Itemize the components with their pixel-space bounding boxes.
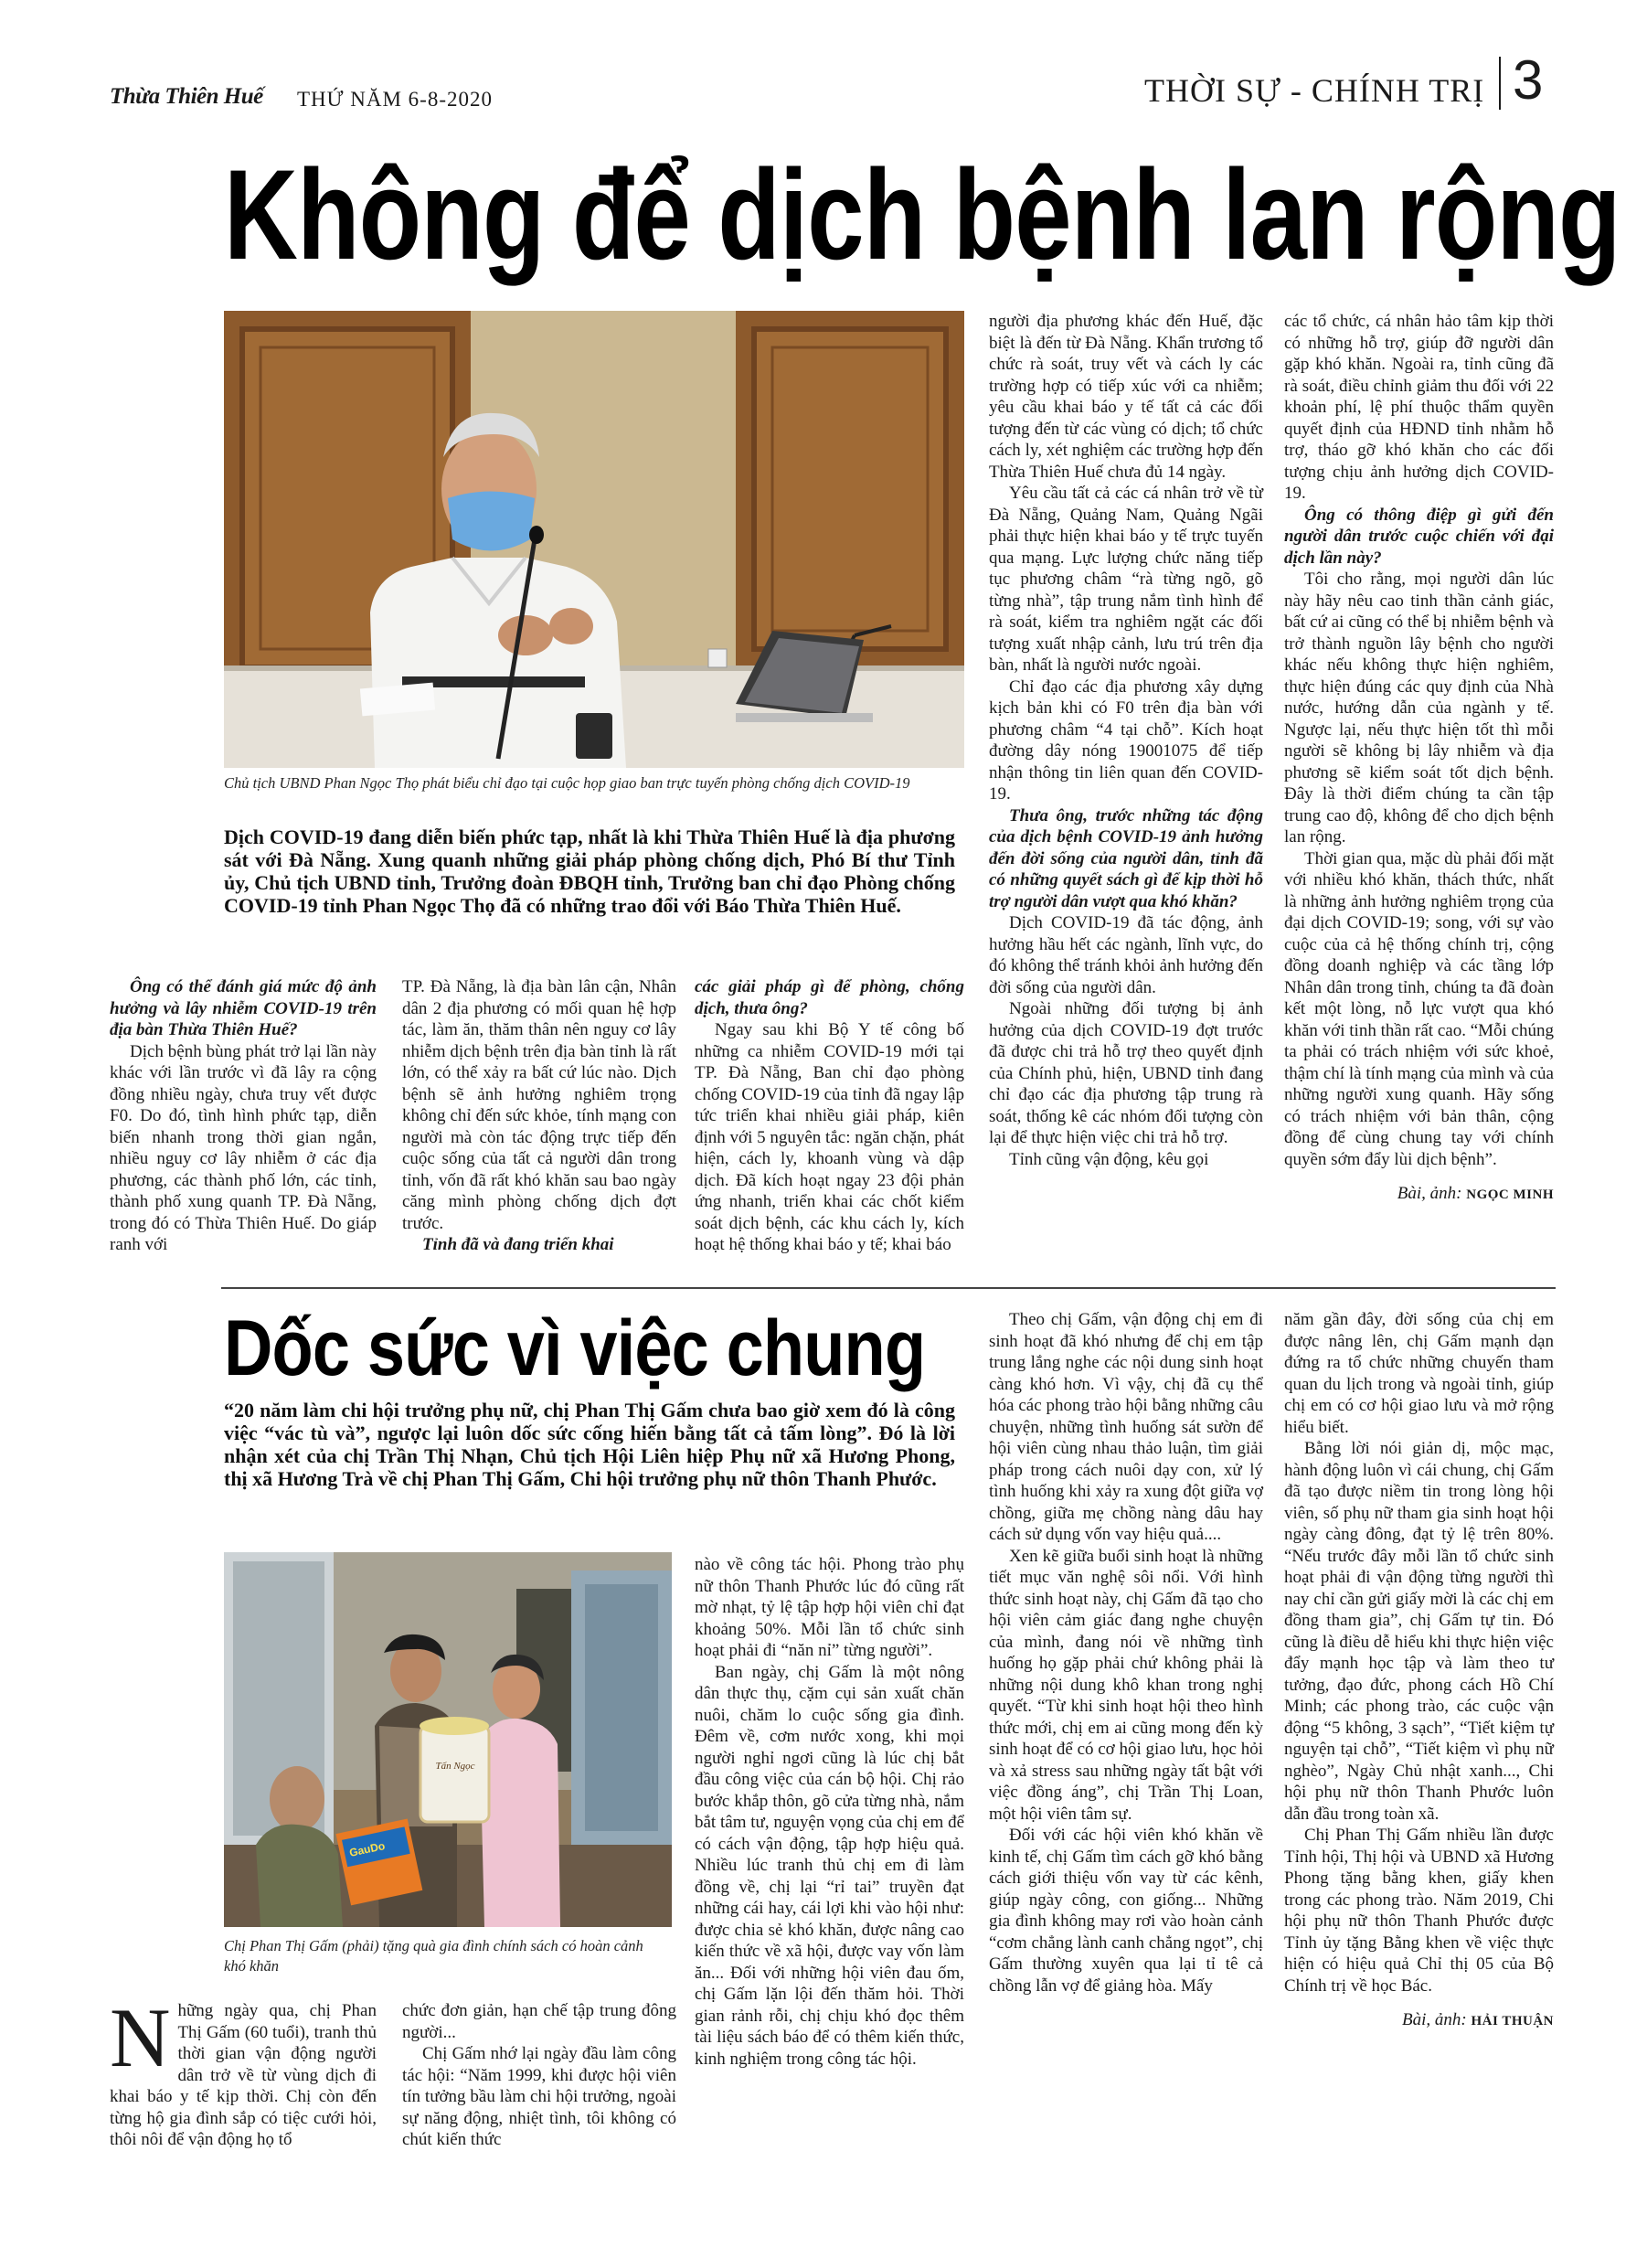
paragraph: Xen kẽ giữa buổi sinh hoạt là những tiết mục văn nghệ sôi nổi. Với hình thức sinh hoạt này, chị Gấm đã tạo cho hội viên cảm giác đang nghe chuyện của mình, đang nói về những tình huống họ gặp phải chứ không phải là những nội dung khô khan trong nghị quyết. “Từ khi sinh hoạt hội theo hình thức mới, chị em ai cũng mong đến kỳ sinh hoạt để có cơ hội giao lưu, học hỏi và xả stress sau những ngày tất bật với việc đồng áng”, chị Trần Thị Loan, một hội viên tâm sự. (989, 1546, 1264, 1824)
paragraph: Đối với các hội viên khó khăn về kinh tế, chị Gấm tìm cách gỡ khó bằng cách giới thiệu vốn vay từ các kênh, giúp ngày công, con giống... Những gia đình không may rơi vào hoàn cảnh “cơm chẳng lành canh chẳng ngọt”, chị Gấm thường xuyên qua lại tỉ tê cả chồng lẫn vợ để giảng hòa. Mấy (989, 1826, 1263, 1996)
issue-date: THỨ NĂM 6-8-2020 (297, 88, 493, 111)
article1-column-3 (695, 976, 964, 1256)
article1-lead: Dịch COVID-19 đang diễn biến phức tạp, nhất là khi Thừa Thiên Huế là địa phương sát với Đà Nẵng. Xung quanh những giải pháp phòng chống dịch, Phó Bí thư Tỉnh ủy, Chủ tịch UBND tỉnh, Trưởng đoàn ĐBQH tỉnh, Trưởng ban chỉ đạo Phòng chống COVID-19 tỉnh Phan Ngọc Thọ đã có những trao đổi với Báo Thừa Thiên Huế. (224, 825, 955, 917)
paragraph: Dịch COVID-19 đã tác động, ảnh hưởng hầu hết các ngành, lĩnh vực, do đó không thể tránh khỏi ảnh hưởng đến đời sống của người dân. (989, 913, 1263, 997)
rice-bag-label: Tấn Ngọc (435, 1761, 475, 1772)
paragraph: Chị Gấm nhớ lại ngày đầu làm công tác hội: “Năm 1999, khi được hội viên tín tưởng bầu làm chi hội trưởng, ngoài sự năng động, nhiệt tình, tôi không có chút kiến thức (402, 2044, 676, 2149)
article2-photo-caption: Chị Phan Thị Gấm (phải) tặng quà gia đình chính sách có hoàn cảnh khó khăn (224, 1937, 643, 1975)
question: Thưa ông, trước những tác động của dịch bệnh COVID-19 ảnh hưởng đến đời sống của người dân, tỉnh đã có những quyết sách gì để kịp thời hỗ trợ người dân vượt qua khó khăn? (989, 805, 1263, 911)
newspaper-name: Thừa Thiên Huế (110, 84, 263, 109)
question: Tỉnh đã và đang triển khai (422, 1235, 614, 1254)
paragraph: Chỉ đạo các địa phương xây dựng kịch bản khi có F0 trên địa bàn với phương châm “4 tại chỗ”. Kích hoạt đường dây nóng 19001075 để tiếp nhận thông tin liên quan đến COVID-19. (989, 676, 1263, 804)
paragraph: Chị Phan Thị Gấm nhiều lần được Tỉnh hội, Thị hội và UBND xã Hương Phong tặng bằng khen, giấy khen trong các phong trào. Năm 2019, Chi hội phụ nữ thôn Thanh Phước được Tỉnh ủy tặng Bằng khen về việc thực hiện có hiệu quả Chỉ thị 05 của Bộ Chính trị về học Bác. (1284, 1826, 1554, 1996)
paragraph: Ngoài những đối tượng bị ảnh hưởng của dịch COVID-19 đợt trước đã được chi trả hỗ trợ theo quyết định của Chính phủ, hiện, UBND tỉnh đang chỉ đạo các địa phương tập trung rà soát, thống kê các nhóm đối tượng còn lại để thực hiện việc chi trả hỗ trợ. (989, 999, 1263, 1147)
article2-column-3 (695, 1554, 964, 2070)
byline-author: HẢI THUẬN (1471, 2014, 1554, 2028)
question: các giải pháp gì để phòng, chống dịch, thưa ông? (695, 977, 964, 1018)
paragraph: TP. Đà Nẵng, là địa bàn lân cận, Nhân dân 2 địa phương có mối quan hệ hợp tác, làm ăn, thăm thân nên nguy cơ lây nhiễm dịch bệnh trên địa bàn tỉnh là rất lớn, có thể xảy ra bất cứ lúc nào. Dịch bệnh sẽ ảnh hưởng nghiêm trọng không chỉ đến sức khỏe, tính mạng con người mà còn tác động trực tiếp đến cuộc sống của tất cả người dân trong tỉnh, vốn đã rất khó khăn sau bao ngày căng mình phòng chống dịch đợt trước. (402, 977, 676, 1233)
paragraph (110, 1991, 377, 2151)
paragraph: chức đơn giản, hạn chế tập trung đông người... (402, 2001, 676, 2042)
byline-prefix: Bài, ảnh: (1397, 1184, 1462, 1203)
paragraph: người địa phương khác đến Huế, đặc biệt là đến từ Đà Nẵng. Khẩn trương tổ chức rà soát, truy vết và cách ly các trường hợp có tiếp xúc với ca nhiễm; yêu cầu khai báo y tế tất cả các đối tượng đến từ các vùng có dịch; tổ chức cách ly, xét nghiệm các trường hợp đến Thừa Thiên Huế chưa đủ 14 ngày. (989, 312, 1263, 482)
article2-photo (224, 1552, 672, 1927)
article2-headline: Dốc sức vì việc chung (224, 1304, 926, 1392)
drop-cap: N (110, 1991, 171, 2084)
article2-byline (1284, 2009, 1554, 2033)
page-number: 3 (1513, 49, 1544, 111)
article2-column-4 (989, 1309, 1263, 1996)
paragraph: các tổ chức, cá nhân hảo tâm kịp thời có những hỗ trợ, giúp đỡ người dân gặp khó khăn. Ngoài ra, tỉnh cũng đã rà soát, điều chỉnh giảm thu đối với 22 khoản phí, lệ phí thuộc thẩm quyền quyết định của HĐND tỉnh nhằm hỗ trợ, tháo gỡ khó khăn cho các đối tượng chịu ảnh hưởng dịch COVID-19. (1284, 312, 1554, 503)
paragraph: Bằng lời nói giản dị, mộc mạc, hành động luôn vì cái chung, chị Gấm đã tạo được niềm tin trong lòng hội viên, số phụ nữ tham gia sinh hoạt hội ngày càng đông, đạt tỷ lệ trên 80%. “Nếu trước đây mỗi lần tổ chức sinh hoạt phải đi vận động từng người thì nay chỉ cần gửi giấy mời là các chị em đồng tham gia”, chị Gấm tự tin. Đó cũng là điều dễ hiểu khi thực hiện việc đẩy mạnh học tập và làm theo tư tưởng, đạo đức, phong cách Hồ Chí Minh; các phong trào, các cuộc vận động “5 không, 3 sạch”, “Tiết kiệm tự nguyện tại chỗ”, “Tiết kiệm vì phụ nữ nghèo”, Ngày Chủ nhật xanh..., Chi hội phụ nữ thôn Thanh Phước luôn dẫn đầu trong toàn xã. (1284, 1439, 1554, 1824)
paragraph-text: hững ngày qua, chị Phan Thị Gấm (60 tuổi), tranh thủ thời gian vận động người dân trở về từ vùng dịch đi khai báo y tế kịp thời. Chị còn đến từng hộ gia đình sắp có tiệc cưới hỏi, thôi nôi để vận động họ tổ (110, 2001, 377, 2149)
paragraph: năm gần đây, đời sống của chị em được nâng lên, chị Gấm mạnh dạn đứng ra tổ chức những chuyến tham quan du lịch trong và ngoài tỉnh, giúp chị em có cơ hội giao lưu và mở rộng hiểu biết. (1284, 1310, 1554, 1437)
gift-box-label: GauDo (347, 1839, 387, 1859)
article1-column-2 (402, 976, 676, 1256)
article1-byline (1284, 1183, 1554, 1207)
question: Ông có thể đánh giá mức độ ảnh hưởng và lây nhiễm COVID-19 trên địa bàn Thừa Thiên Huế? (110, 977, 377, 1039)
paragraph: Theo chị Gấm, vận động chị em đi sinh hoạt đã khó nhưng để chị em tập trung lắng nghe các nội dung sinh hoạt càng khó hơn. Vì vậy, chị đã cụ thể hóa các phong trào hội bằng những câu chuyện, những tình huống sát sườn để hội viên cùng nhau thảo luận, tìm giải pháp trong cách nuôi dạy con, xử lý tình huống khi xảy ra xung đột giữa vợ chồng, giữa mẹ chồng nàng dâu hay cách sử dụng vốn vay hiệu quả.... (989, 1310, 1263, 1544)
paragraph: Tỉnh cũng vận động, kêu gọi (1009, 1149, 1209, 1169)
article1-headline: Không để dịch bệnh lan rộng (224, 143, 1620, 286)
article1-column-1 (110, 976, 377, 1256)
article2-lead: “20 năm làm chi hội trưởng phụ nữ, chị Phan Thị Gấm chưa bao giờ xem đó là công việc “vác tù và”, ngược lại luôn dốc sức cống hiến bằng tất cả tấm lòng”. Đó là lời nhận xét của chị Trần Thị Nhạn, Chủ tịch Hội Liên hiệp Phụ nữ xã Hương Phong, thị xã Hương Trà về chị Phan Thị Gấm, Chi hội trưởng phụ nữ thôn Thanh Phước. (224, 1399, 955, 1490)
article1-photo (224, 311, 964, 768)
paragraph: Yêu cầu tất cả các cá nhân trở về từ Đà Nẵng, Quảng Nam, Quảng Ngãi phải thực hiện khai báo y tế trực tuyến qua mạng. Lực lượng chức năng tiếp tục phương châm “rà từng ngõ, gõ từng nhà”, tập trung nắm tình hình để rà soát, kiểm tra nghiêm ngặt các đối tượng xuất nhập cảnh, lưu trú trên địa bàn, nhất là người nước ngoài. (989, 484, 1263, 675)
article1-column-5 (1284, 311, 1554, 1207)
article2-column-2 (402, 2000, 676, 2151)
paragraph: Ban ngày, chị Gấm là một nông dân thực thụ, cặm cụi sản xuất chăn nuôi, chăm lo cuộc sống gia đình. Đêm về, cơm nước xong, khi mọi người nghỉ ngơi cũng là lúc chị bắt đầu công việc của cán bộ hội. Chị rảo bước khắp thôn, gõ cửa từng nhà, nắm bắt tâm tư, nguyện vọng của chị em để có cách vận động, tập hợp hiệu quả. Nhiều lúc tranh thủ chị em đi làm đồng về, chị lại “rỉ tai” truyền đạt những cái hay, cái lợi khi vào hội như: được chia sẻ khó khăn, được nâng cao kiến thức về xã hội, được vay vốn làm ăn... Đối với những hội viên đau ốm, chị Gấm lặn lội đến thăm hỏi. Thời gian rảnh rỗi, chị chịu khó đọc thêm tài liệu sách báo để có thêm kiến thức, kinh nghiệm trong công tác hội. (695, 1662, 964, 2069)
byline-prefix: Bài, ảnh: (1402, 2010, 1467, 2029)
paragraph: nào về công tác hội. Phong trào phụ nữ thôn Thanh Phước lúc đó cũng rất mờ nhạt, tỷ lệ tập hợp hội viên chỉ đạt khoảng 50%. Mỗi lần tổ chức sinh hoạt phải đi “năn nỉ” từng người”. (695, 1555, 964, 1660)
question: Ông có thông điệp gì gửi đến người dân trước cuộc chiến với đại dịch lần này? (1284, 505, 1554, 568)
paragraph: Ngay sau khi Bộ Y tế công bố những ca nhiễm COVID-19 mới tại TP. Đà Nẵng, Ban chỉ đạo phòng chống COVID-19 của tỉnh đã ngay lập tức triển khai nhiều giải pháp, kiên định với 5 nguyên tắc: ngăn chặn, phát hiện, cách ly, khoanh vùng và dập dịch. Đã kích hoạt ngay 23 đội phản ứng nhanh, triển khai các chốt kiểm soát dịch bệnh, các khu cách ly, kích hoạt hệ thống khai báo y tế; khai báo (695, 1020, 964, 1254)
article-separator (221, 1287, 1556, 1289)
article2-column-1 (110, 1991, 377, 2151)
paragraph: Tôi cho rằng, mọi người dân lúc này hãy nêu cao tinh thần cảnh giác, bất cứ ai cũng có thể bị nhiễm bệnh và trở thành nguồn lây bệnh cho người khác nếu không thực hiện nghiêm, thực hiện đúng các quy định của Nhà nước, hướng dẫn của ngành y tế. Ngược lại, nếu thực hiện tốt thì mỗi người sẽ không bị lây nhiễm và địa phương sẽ kiểm soát tốt dịch bệnh. Đây là thời điểm chúng ta cần tập trung cao độ, không để cho dịch bệnh lan rộng. (1284, 570, 1554, 847)
section-divider (1499, 57, 1501, 110)
article1-photo-caption: Chủ tịch UBND Phan Ngọc Thọ phát biểu chỉ đạo tại cuộc họp giao ban trực tuyến phòng chống dịch COVID-19 (224, 774, 910, 792)
paragraph: Thời gian qua, mặc dù phải đối mặt với nhiều khó khăn, thách thức, nhất là những ảnh hưởng nghiêm trọng của đại dịch COVID-19; song, với sự vào cuộc của cả hệ thống chính trị, cộng đồng doanh nghiệp và các tầng lớp Nhân dân trong tỉnh, chúng ta đã đoàn kết một lòng, nỗ lực vượt qua khó khăn với tinh thần rất cao. “Mỗi chúng ta phải có trách nhiệm với sức khoẻ, thậm chí là tính mạng của mình và của những người xung quanh. Hãy sống có trách nhiệm với bản thân, cộng đồng để cùng chung tay với chính quyền sớm đẩy lùi dịch bệnh”. (1284, 848, 1554, 1169)
paragraph: Dịch bệnh bùng phát trở lại lần này khác với lần trước vì đã lây ra cộng đồng nhiều ngày, chưa truy vết được F0. Do đó, tình hình phức tạp, diễn biến nhanh trong thời gian ngắn, nhiều nguy cơ lây nhiễm ở các địa phương, các thành phố lớn, các tỉnh, thành phố xung quanh TP. Đà Nẵng, trong đó có Thừa Thiên Huế. Do giáp ranh với (110, 1041, 377, 1254)
article2-column-5 (1284, 1309, 1554, 2033)
section-name: THỜI SỰ - CHÍNH TRỊ (1144, 72, 1485, 109)
article1-column-4 (989, 311, 1263, 1170)
byline-author: NGỌC MINH (1466, 1187, 1554, 1202)
